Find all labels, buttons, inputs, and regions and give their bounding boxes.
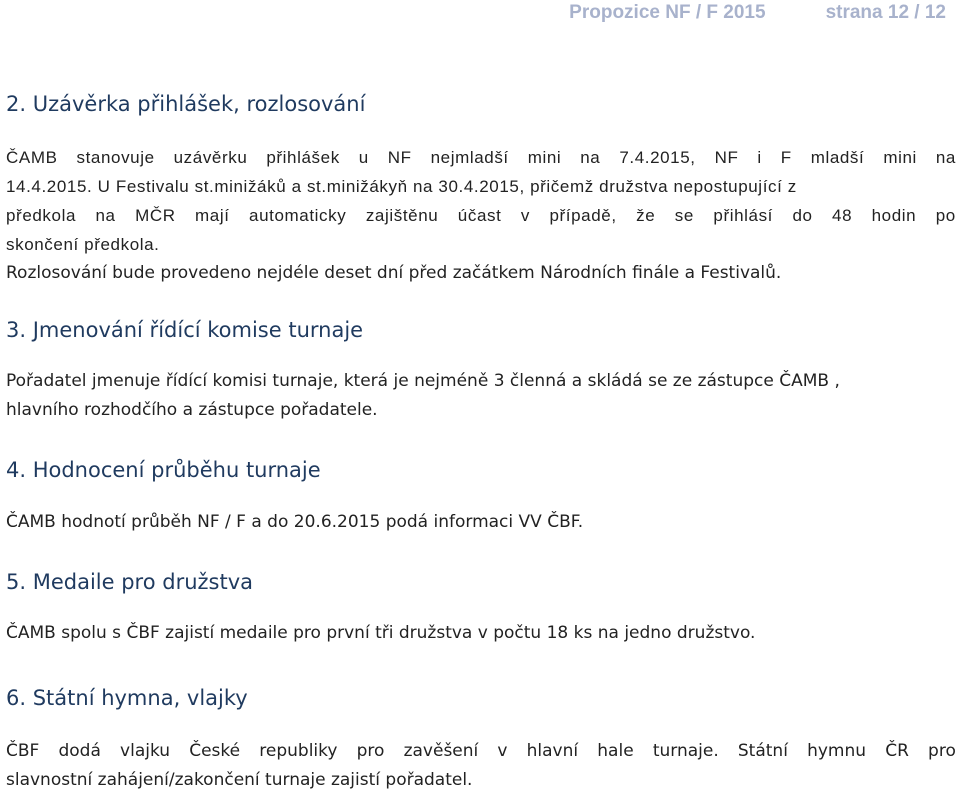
word: České	[189, 741, 241, 761]
word: po	[935, 206, 956, 225]
section-6-line-2: slavnostní zahájení/zakončení turnaje zajistí pořadatel.	[6, 770, 473, 790]
word: dodá	[58, 741, 101, 761]
word: případě,	[549, 206, 617, 225]
section-3-line-1: Pořadatel jmenuje řídící komisi turnaje, která je nejméně 3 členná a skládá se ze zástupce ČAMB ,	[6, 371, 840, 391]
word: předkola	[6, 206, 77, 225]
word: hale	[597, 741, 634, 761]
section-2-title: 2. Uzávěrka přihlášek, rozlosování	[6, 92, 366, 116]
header-page-number: strana 12 / 12	[825, 2, 946, 23]
word: hymnu	[807, 741, 867, 761]
word: mini	[527, 148, 562, 167]
section-5-title: 5. Medaile pro družstva	[6, 570, 254, 594]
word: turnaje.	[652, 741, 719, 761]
section-2-line-5: Rozlosování bude provedeno nejdéle deset dní před začátkem Národních finále a Festivalů.	[6, 263, 782, 283]
word: uzávěrku	[173, 148, 248, 167]
word: Státní	[737, 741, 788, 761]
word: 7.4.2015,	[619, 148, 696, 167]
section-2-line-4: skončení předkola.	[6, 235, 160, 254]
section-3-title: 3. Jmenování řídící komise turnaje	[6, 318, 364, 342]
word: v	[497, 741, 508, 761]
word: zavěšení	[403, 741, 479, 761]
word: hodin	[871, 206, 917, 225]
section-2-line-3	[6, 201, 956, 230]
word: na	[580, 148, 601, 167]
word: přihlásí	[713, 206, 773, 225]
section-3-line-2: hlavního rozhodčího a zástupce pořadatele.	[6, 400, 378, 420]
word: NF	[714, 148, 739, 167]
section-2-line-2: 14.4.2015. U Festivalu st.minižáků a st.minižákyň na 30.4.2015, přičemž družstva nepostupující z	[6, 177, 797, 196]
word: ČBF	[6, 741, 40, 761]
word: MČR	[135, 206, 176, 225]
word: zajištěnu	[365, 206, 439, 225]
section-2-line-1	[6, 143, 956, 172]
section-6-line-1	[6, 737, 956, 766]
word: mají	[195, 206, 230, 225]
word: pro	[356, 741, 385, 761]
word: ČR	[885, 741, 909, 761]
section-4-title: 4. Hodnocení průběhu turnaje	[6, 458, 321, 482]
word: mladší	[810, 148, 865, 167]
word: i	[757, 148, 762, 167]
word: vlajku	[120, 741, 171, 761]
section-4-body	[6, 508, 956, 537]
word: v	[520, 206, 531, 225]
word: hlavní	[526, 741, 579, 761]
word: přihlášek	[266, 148, 340, 167]
word: že	[636, 206, 656, 225]
section-5-body	[6, 619, 956, 648]
header-doc-title: Propozice NF / F 2015	[569, 2, 766, 23]
word: do	[792, 206, 813, 225]
word: účast	[457, 206, 502, 225]
word: se	[674, 206, 694, 225]
section-4-line-1: ČAMB hodnotí průběh NF / F a do 20.6.2015 podá informaci VV ČBF.	[6, 512, 584, 532]
word: F	[780, 148, 792, 167]
section-6-body	[6, 737, 956, 795]
word: stanovuje	[76, 148, 155, 167]
word: na	[935, 148, 956, 167]
word: pro	[928, 741, 956, 761]
word: nejmladší	[430, 148, 509, 167]
word: republiky	[259, 741, 338, 761]
word: ČAMB	[6, 148, 58, 167]
word: NF	[387, 148, 412, 167]
word: u	[358, 148, 369, 167]
section-6-title: 6. Státní hymna, vlajky	[6, 686, 248, 710]
word: automaticky	[249, 206, 347, 225]
word: na	[95, 206, 116, 225]
section-2-body	[6, 143, 956, 288]
running-header	[569, 2, 946, 24]
section-3-body	[6, 367, 956, 425]
word: 48	[832, 206, 853, 225]
section-5-line-1: ČAMB spolu s ČBF zajistí medaile pro první tři družstva v počtu 18 ks na jedno družstvo.	[6, 623, 756, 643]
word: mini	[883, 148, 917, 167]
